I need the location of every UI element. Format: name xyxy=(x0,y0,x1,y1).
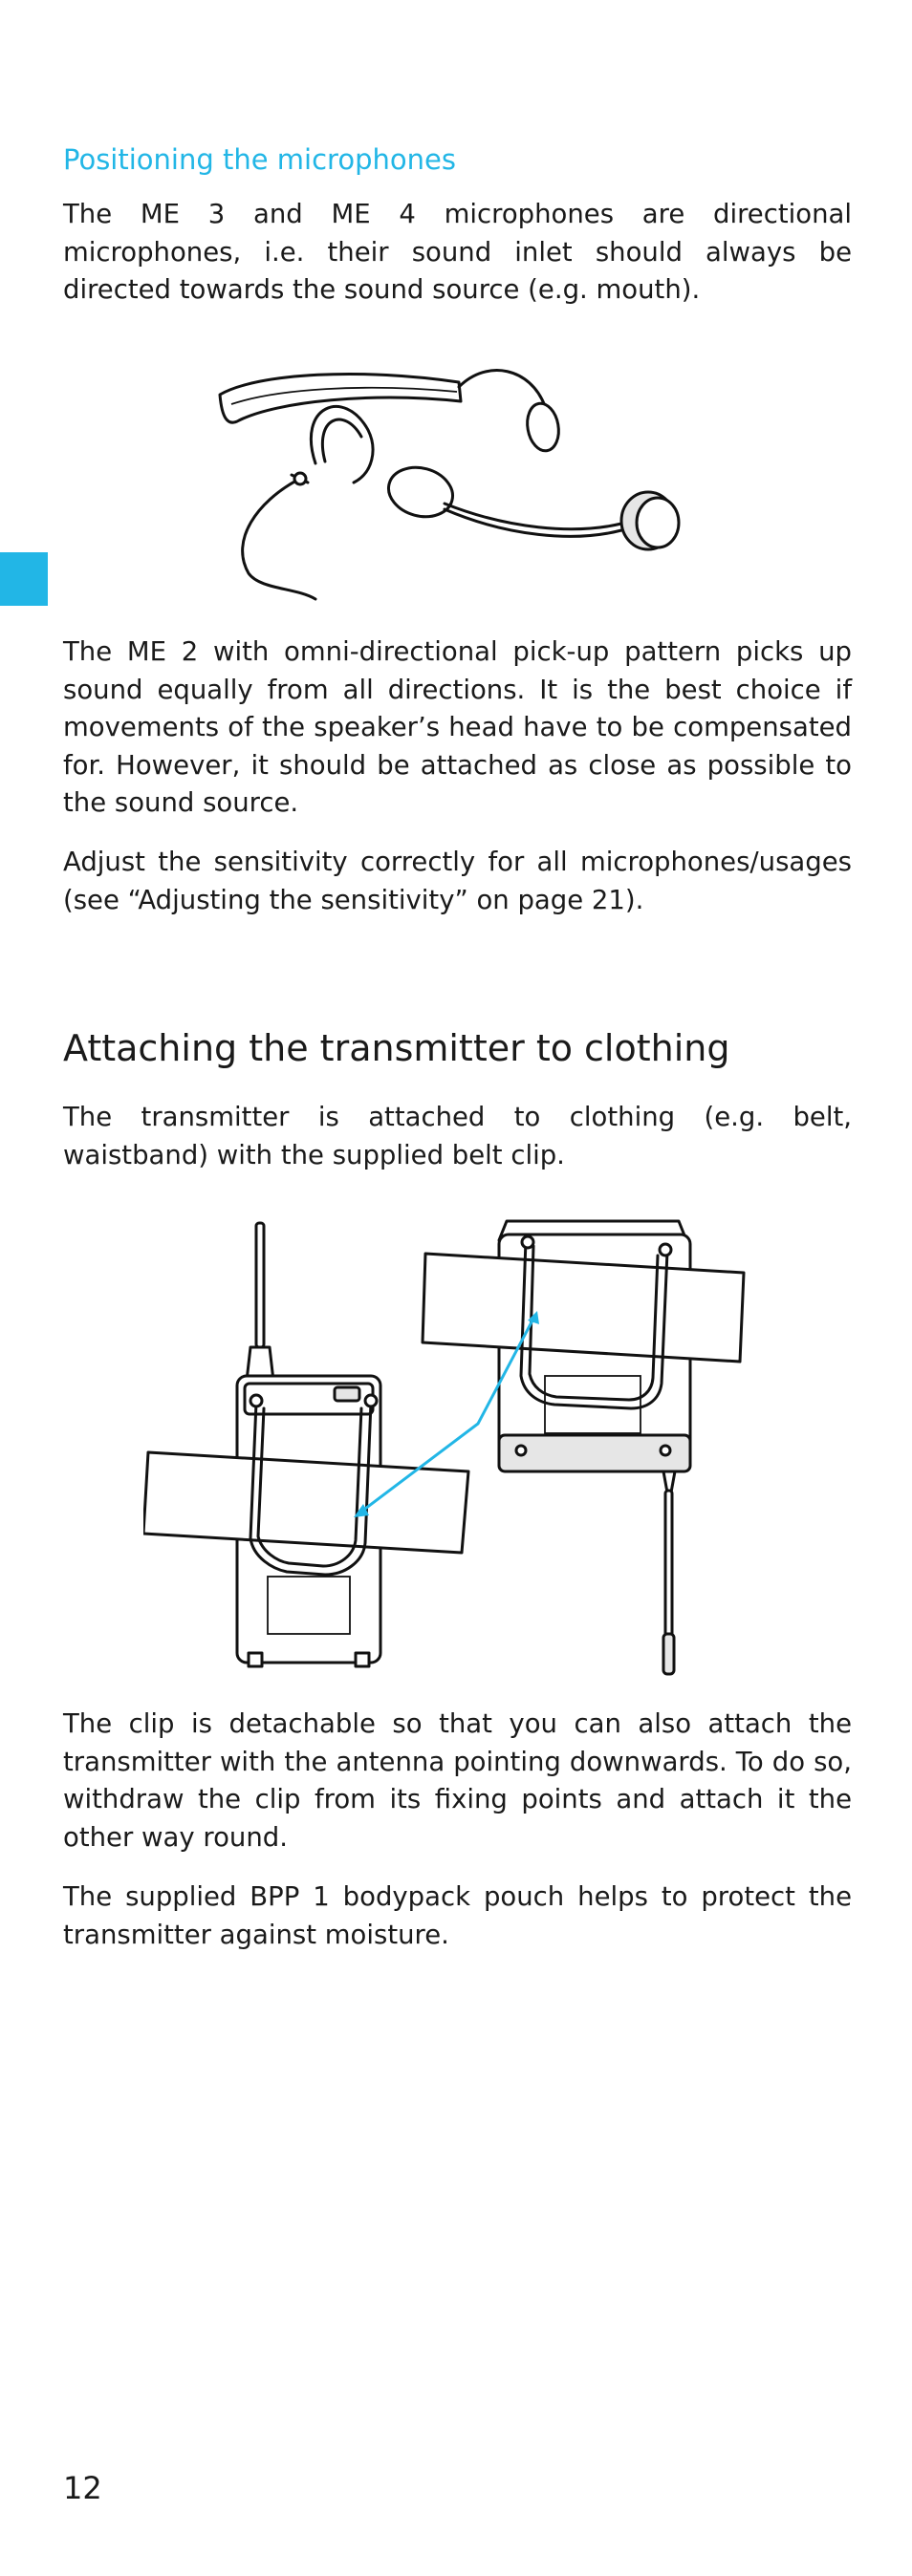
section-tab-marker xyxy=(0,552,48,606)
page-number: 12 xyxy=(63,2470,102,2506)
sensitivity-paragraph: Adjust the sensitivity correctly for all microphones/usages (see “Adjusting the sensitivity” on page 21). xyxy=(63,847,852,915)
clip-detachable-paragraph: The clip is detachable so that you can also attach the transmitter with the antenna pointing downwards. To do so, withdraw the clip from its fixing points and attach it the other way round. xyxy=(63,1708,852,1853)
microphone-directional-paragraph: The ME 3 and ME 4 microphones are directional microphones, i.e. their sound inlet should always be directed towards the sound source (e.g. mouth). xyxy=(63,199,852,305)
section-subheading: Positioning the microphones xyxy=(63,143,456,176)
bodypack-pouch-paragraph: The supplied BPP 1 bodypack pouch helps to protect the transmitter against moisture. xyxy=(63,1881,852,1950)
transmitter-belt-clip-illustration xyxy=(143,1213,774,1691)
belt-clip-paragraph: The transmitter is attached to clothing (e.g. belt, waistband) with the supplied belt clip. xyxy=(63,1102,852,1170)
attaching-heading: Attaching the transmitter to clothing xyxy=(63,1027,730,1069)
headset-microphone-illustration xyxy=(201,349,698,607)
me2-omni-paragraph: The ME 2 with omni-directional pick-up pattern picks up sound equally from all directions. It is the best choice if movements of the speaker’s head have to be compensated for. However, it should be attached as close as possible to the sound source. xyxy=(63,636,852,818)
